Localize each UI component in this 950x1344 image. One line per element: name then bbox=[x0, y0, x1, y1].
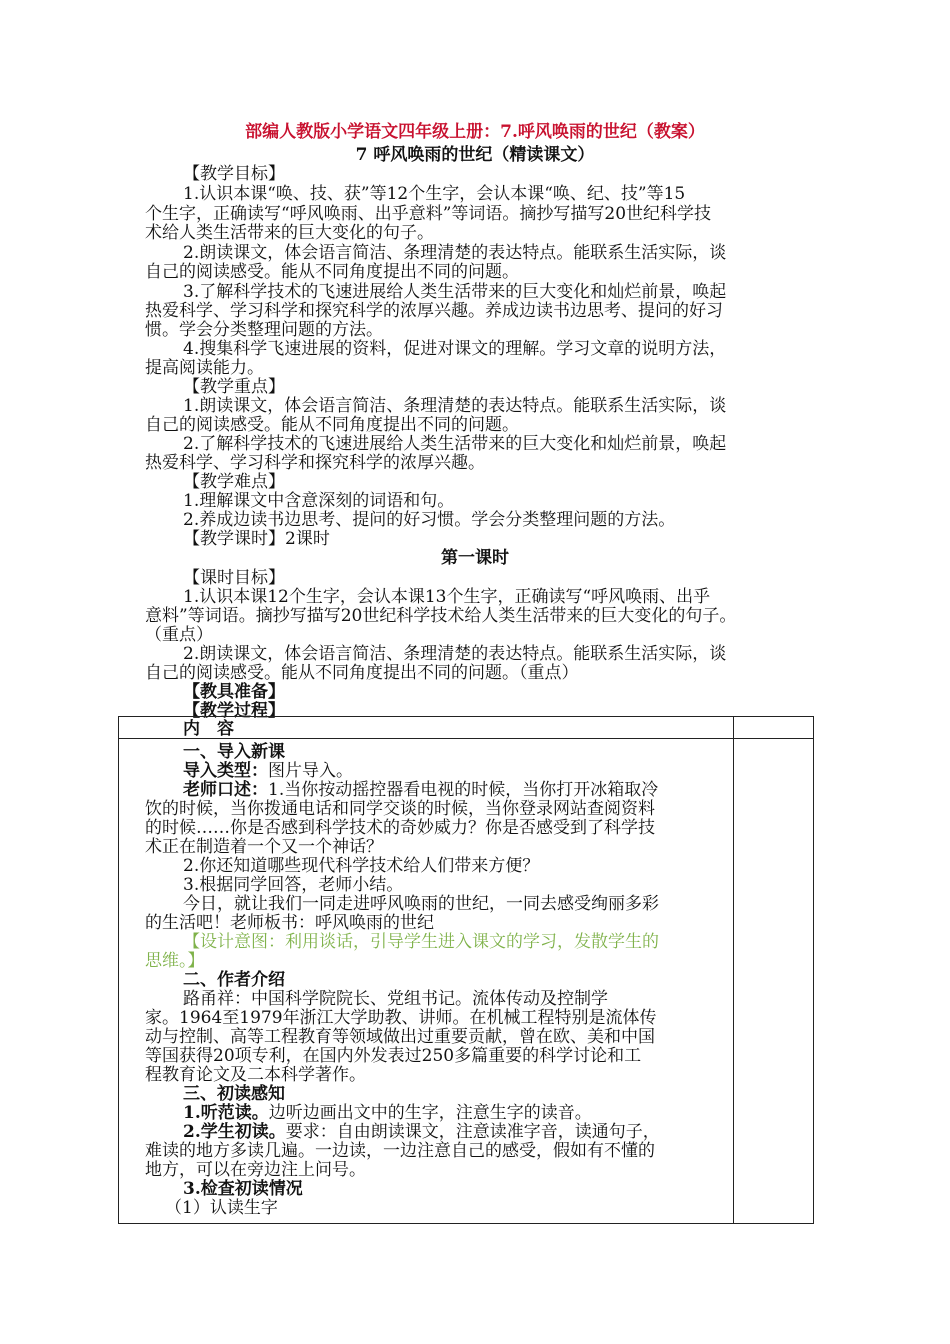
today-line-a: 今日，就让我们一同走进呼风唤雨的世纪，一同去感受绚丽多彩 bbox=[183, 894, 659, 914]
key-1-line-b: 自己的阅读感受。能从不同角度提出不同的问题。 bbox=[145, 415, 519, 435]
design-intent-line-a: 【设计意图：利用谈话，引导学生进入课文的学习，发散学生的 bbox=[183, 932, 659, 952]
teacher-talk-line-b: 饮的时候，当你拨通电话和同学交谈的时候，当你登录网站查阅资料 bbox=[145, 799, 655, 819]
lesson-goal-1-line-b: 意料”等词语。摘抄写描写20世纪科学技术给人类生活带来的巨大变化的句子。 bbox=[145, 606, 737, 626]
goal-1-line-b: 个生字，正确读写“呼风唤雨、出乎意料”等词语。摘抄写描写20世纪科学技 bbox=[145, 204, 712, 224]
first-reading-line-c: 地方，可以在旁边注上问号。 bbox=[145, 1160, 366, 1180]
table-header-content: 内 容 bbox=[183, 719, 234, 739]
teacher-talk-line-c: 的时候……你是否感到科学技术的奇妙威力？你是否感受到了科学技 bbox=[145, 818, 655, 838]
check-reading-heading: 3.检查初读情况 bbox=[183, 1179, 303, 1199]
first-reading-line-b: 难读的地方多读几遍。一边读，一边注意自己的感受，假如有不懂的 bbox=[145, 1141, 655, 1161]
goal-4-line-a: 4.搜集科学飞速进展的资料，促进对课文的理解。学习文章的说明方法， bbox=[183, 339, 727, 359]
difficulty-2: 2.养成边读书边思考、提问的好习惯。学会分类整理问题的方法。 bbox=[183, 510, 676, 530]
goal-4-line-b: 提高阅读能力。 bbox=[145, 358, 264, 378]
section-3-heading: 三、初读感知 bbox=[183, 1084, 285, 1104]
goal-3-line-c: 惯。学会分类整理问题的方法。 bbox=[145, 320, 383, 340]
first-reading-text-a: 要求：自由朗读课文，注意读准字音，读通句子， bbox=[285, 1122, 660, 1142]
teacher-talk-label: 老师口述： bbox=[183, 780, 268, 800]
goals-heading: 【教学目标】 bbox=[183, 164, 285, 184]
today-line-b: 的生活吧！老师板书：呼风唤雨的世纪 bbox=[145, 913, 434, 933]
teacher-talk-line-a bbox=[183, 780, 658, 800]
subtitle: 7 呼风唤雨的世纪（精读课文） bbox=[355, 145, 595, 165]
lesson-goals-heading: 【课时目标】 bbox=[183, 568, 285, 588]
key-2-line-b: 热爱科学、学习科学和探究科学的浓厚兴趣。 bbox=[145, 453, 485, 473]
lesson-one-heading: 第一课时 bbox=[441, 548, 509, 568]
teaching-process-heading: 【教学过程】 bbox=[183, 701, 285, 721]
teaching-aids-heading: 【教具准备】 bbox=[183, 682, 285, 702]
key-2-line-a: 2.了解科学技术的飞速进展给人类生活带来的巨大变化和灿烂前景，唤起 bbox=[183, 434, 727, 454]
difficulty-heading: 【教学难点】 bbox=[183, 472, 285, 492]
first-reading-line-a bbox=[183, 1122, 660, 1142]
goal-3-line-b: 热爱科学、学习科学和探究科学的浓厚兴趣。养成边读书边思考、提问的好习 bbox=[145, 301, 723, 321]
section-2-heading: 二、作者介绍 bbox=[183, 970, 285, 990]
difficulty-1: 1.理解课文中含意深刻的词语和句。 bbox=[183, 491, 455, 511]
goal-1-line-c: 术给人类生活带来的巨大变化的句子。 bbox=[145, 223, 434, 243]
design-intent-line-b: 思维。】 bbox=[145, 951, 205, 971]
intro-type-label: 导入类型： bbox=[183, 761, 268, 781]
listen-reading bbox=[183, 1103, 592, 1123]
question-3: 3.根据同学回答，老师小结。 bbox=[183, 875, 404, 895]
author-line-c: 动与控制、高等工程教育等领域做出过重要贡献，曾在欧、美和中国 bbox=[145, 1027, 655, 1047]
question-2: 2.你还知道哪些现代科学技术给人们带来方便？ bbox=[183, 856, 540, 876]
intro-type-value: 图片导入。 bbox=[268, 761, 353, 781]
goal-1-line-a: 1.认识本课“唤、技、获”等12个生字，会认本课“唤、纪、技”等15 bbox=[183, 184, 686, 204]
author-line-a: 路甬祥：中国科学院院长、党组书记。流体传动及控制学 bbox=[183, 989, 608, 1009]
key-1-line-a: 1.朗读课文，体会语言简洁、条理清楚的表达特点。能联系生活实际，谈 bbox=[183, 396, 727, 416]
section-1-heading: 一、导入新课 bbox=[183, 742, 285, 762]
first-reading-label: 2.学生初读。 bbox=[183, 1122, 286, 1142]
listen-reading-label: 1.听范读。 bbox=[183, 1103, 269, 1123]
goal-2-line-a: 2.朗读课文，体会语言简洁、条理清楚的表达特点。能联系生活实际，谈 bbox=[183, 243, 727, 263]
key-points-heading: 【教学重点】 bbox=[183, 377, 285, 397]
intro-type bbox=[183, 761, 353, 781]
author-line-d: 等国获得20项专利，在国内外发表过250多篇重要的科学讨论和工 bbox=[145, 1046, 642, 1066]
lesson-goal-2-line-b: 自己的阅读感受。能从不同角度提出不同的问题。（重点） bbox=[145, 663, 579, 683]
listen-reading-text: 边听边画出文中的生字，注意生字的读音。 bbox=[268, 1103, 592, 1123]
check-reading-item-1: （1）认读生字 bbox=[165, 1198, 278, 1218]
lesson-goal-1-line-c: （重点） bbox=[145, 625, 213, 645]
author-line-b: 家。1964至1979年浙江大学助教、讲师。在机械工程特别是流体传 bbox=[145, 1008, 657, 1028]
teacher-talk-text-a: 1.当你按动摇控器看电视的时候，当你打开冰箱取冷 bbox=[268, 780, 659, 800]
lesson-goal-2-line-a: 2.朗读课文，体会语言简洁、条理清楚的表达特点。能联系生活实际，谈 bbox=[183, 644, 727, 664]
goal-3-line-a: 3.了解科学技术的飞速进展给人类生活带来的巨大变化和灿烂前景，唤起 bbox=[183, 282, 727, 302]
author-line-e: 程教育论文及二本科学著作。 bbox=[145, 1065, 366, 1085]
lesson-goal-1-line-a: 1.认识本课12个生字，会认本课13个生字，正确读写“呼风唤雨、出乎 bbox=[183, 587, 711, 607]
class-hours: 【教学课时】2课时 bbox=[183, 529, 330, 549]
goal-2-line-b: 自己的阅读感受。能从不同角度提出不同的问题。 bbox=[145, 262, 519, 282]
main-title: 部编人教版小学语文四年级上册：7.呼风唤雨的世纪（教案） bbox=[245, 122, 705, 142]
teacher-talk-line-d: 术正在制造着一个又一个神话？ bbox=[145, 837, 383, 857]
table-column-divider bbox=[733, 716, 734, 1224]
